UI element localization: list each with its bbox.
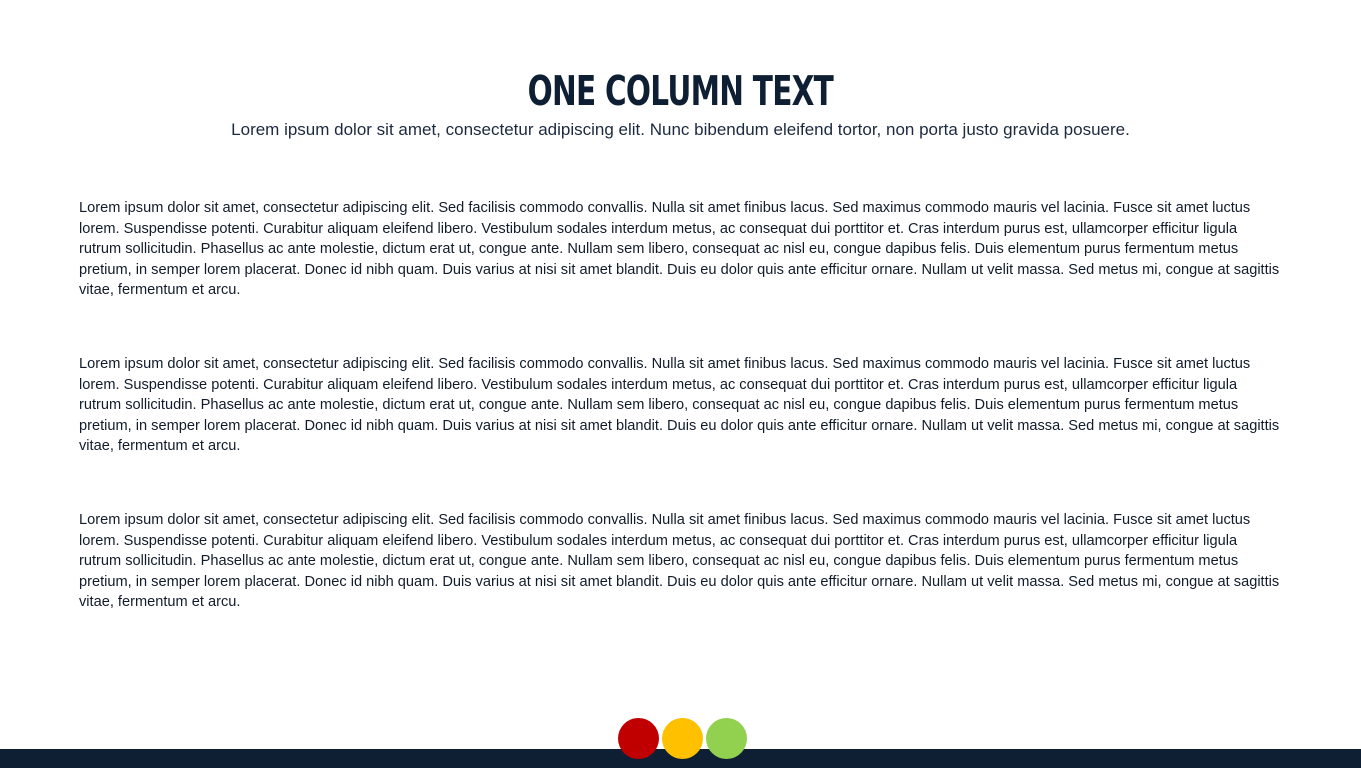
slide-title: ONE COLUMN TEXT bbox=[527, 67, 834, 115]
body-paragraph-1: Lorem ipsum dolor sit amet, consectetur adipiscing elit. Sed facilisis commodo convallis. Nulla sit amet finibus lacus. Sed maximus commodo mauris vel lacinia. Fusce sit amet luctus lorem. Suspendisse potenti. Curabitur aliquam eleifend libero. Vestibulum sodales interdum metus, ac consequat dui porttitor et. Cras interdum purus est, ullamcorper efficitur ligula rutrum sollicitudin. Phasellus ac ante molestie, dictum erat ut, congue ante. Nullam sem libero, consequat ac nisl eu, congue dapibus felis. Duis elementum purus fermentum metus pretium, in semper lorem placerat. Donec id nibh quam. Duis varius at nisi sit amet blandit. Duis eu dolor quis ante efficitur ornare. Nullam ut velit massa. Sed metus mi, congue at sagittis vitae, fermentum et arcu. bbox=[79, 200, 1280, 298]
green-dot bbox=[706, 718, 747, 759]
yellow-dot bbox=[662, 718, 703, 759]
body-paragraph-3: Lorem ipsum dolor sit amet, consectetur adipiscing elit. Sed facilisis commodo convallis. Nulla sit amet finibus lacus. Sed maximus commodo mauris vel lacinia. Fusce sit amet luctus lorem. Suspendisse potenti. Curabitur aliquam eleifend libero. Vestibulum sodales interdum metus, ac consequat dui porttitor et. Cras interdum purus est, ullamcorper efficitur ligula rutrum sollicitudin. Phasellus ac ante molestie, dictum erat ut, congue ante. Nullam sem libero, consequat ac nisl eu, congue dapibus felis. Duis elementum purus fermentum metus pretium, in semper lorem placerat. Donec id nibh quam. Duis varius at nisi sit amet blandit. Duis eu dolor quis ante efficitur ornare. Nullam ut velit massa. Sed metus mi, congue at sagittis vitae, fermentum et arcu. bbox=[79, 512, 1280, 610]
red-dot bbox=[618, 718, 659, 759]
slide-subtitle: Lorem ipsum dolor sit amet, consectetur adipiscing elit. Nunc bibendum eleifend tortor, non porta justo gravida posuere. bbox=[231, 120, 1130, 139]
body-paragraph-2: Lorem ipsum dolor sit amet, consectetur adipiscing elit. Sed facilisis commodo convallis. Nulla sit amet finibus lacus. Sed maximus commodo mauris vel lacinia. Fusce sit amet luctus lorem. Suspendisse potenti. Curabitur aliquam eleifend libero. Vestibulum sodales interdum metus, ac consequat dui porttitor et. Cras interdum purus est, ullamcorper efficitur ligula rutrum sollicitudin. Phasellus ac ante molestie, dictum erat ut, congue ante. Nullam sem libero, consequat ac nisl eu, congue dapibus felis. Duis elementum purus fermentum metus pretium, in semper lorem placerat. Donec id nibh quam. Duis varius at nisi sit amet blandit. Duis eu dolor quis ante efficitur ornare. Nullam ut velit massa. Sed metus mi, congue at sagittis vitae, fermentum et arcu. bbox=[79, 356, 1280, 454]
